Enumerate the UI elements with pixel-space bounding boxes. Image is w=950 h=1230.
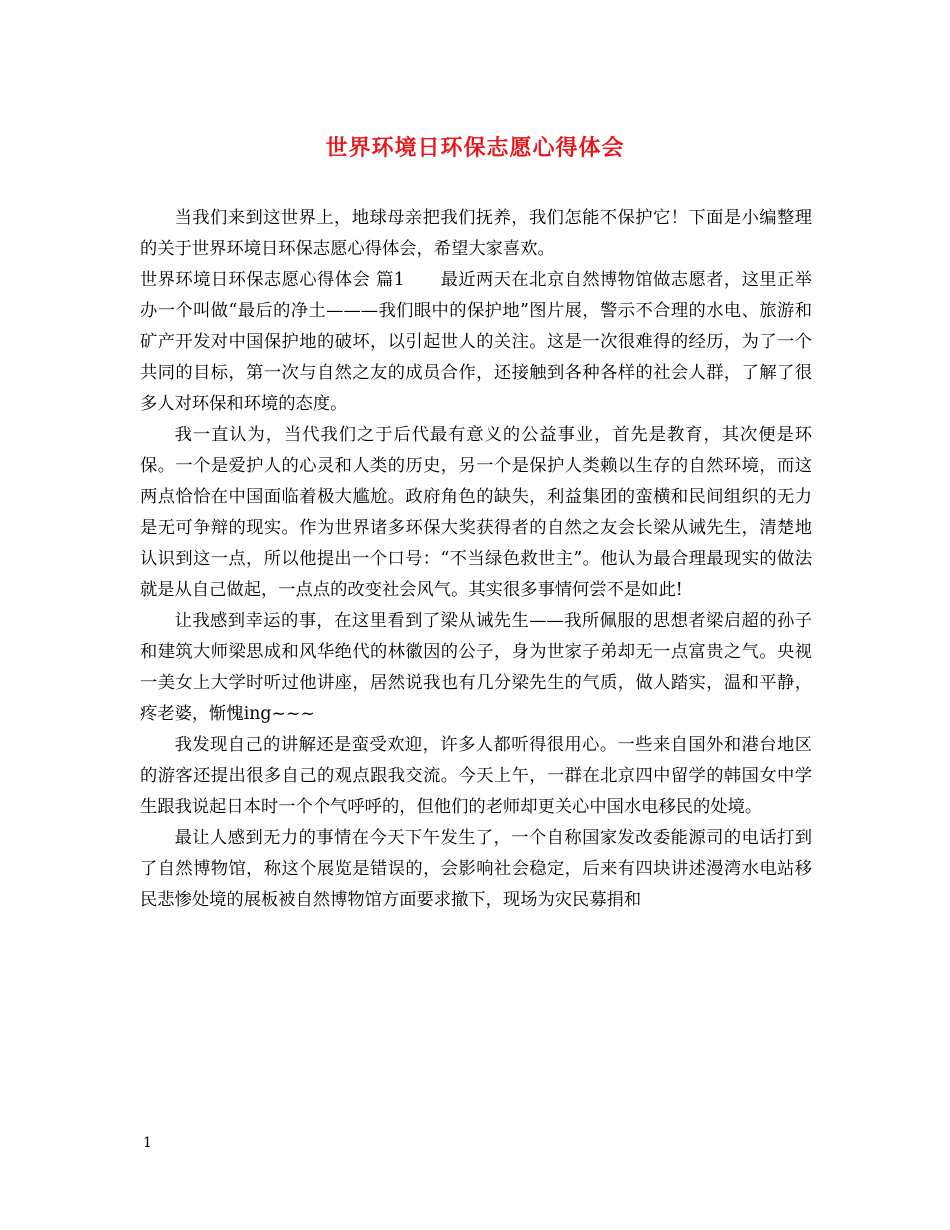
document-body <box>140 203 812 916</box>
paragraph-part-1: 世界环境日环保志愿心得体会 篇1 最近两天在北京自然博物馆做志愿者，这里正举办一个叫做“最后的净土———我们眼中的保护地”图片展，警示不合理的水电、旅游和矿产开发对中国保护地的破坏，以引起世人的关注。这是一次很难得的经历，为了一个共同的目标，第一次与自然之友的成员合作，还接触到各种各样的社会人群，了解了很多人对环保和环境的态度。 <box>140 270 812 414</box>
paragraph-intro: 当我们来到这世界上，地球母亲把我们抚养，我们怎能不保护它！下面是小编整理的关于世界环境日环保志愿心得体会，希望大家喜欢。 <box>140 208 812 259</box>
paragraph-education: 我一直认为，当代我们之于后代最有意义的公益事业，首先是教育，其次便是环保。一个是爱护人的心灵和人类的历史，另一个是保护人类赖以生存的自然环境，而这两点恰恰在中国面临着极大尴尬。政府角色的缺失，利益集团的蛮横和民间组织的无力是无可争辩的现实。作为世界诸多环保大奖获得者的自然之友会长梁从诫先生，清楚地认识到这一点，所以他提出一个口号：“不当绿色救世主”。他认为最合理最现实的做法就是从自己做起，一点点的改变社会风气。其实很多事情何尝不是如此! <box>140 425 812 600</box>
document-title: 世界环境日环保志愿心得体会 <box>325 135 625 161</box>
paragraph-afternoon: 最让人感到无力的事情在今天下午发生了，一个自称国家发改委能源司的电话打到了自然博物馆，称这个展览是错误的，会影响社会稳定，后来有四块讲述漫湾水电站移民悲惨处境的展板被自然博物馆方面要求撤下，现场为灾民募捐和 <box>140 828 812 910</box>
paragraph-liang: 让我感到幸运的事，在这里看到了梁从诫先生——我所佩服的思想者梁启超的孙子和建筑大师梁思成和风华绝代的林徽因的公子，身为世家子弟却无一点富贵之气。央视一美女上大学时听过他讲座，居然说我也有几分梁先生的气质，做人踏实，温和平静，疼老婆，惭愧ing~~~ <box>140 611 812 724</box>
page-number: 1 <box>143 1135 152 1151</box>
paragraph-visitors: 我发现自己的讲解还是蛮受欢迎，许多人都听得很用心。一些来自国外和港台地区的游客还提出很多自己的观点跟我交流。今天上午，一群在北京四中留学的韩国女中学生跟我说起日本时一个个气呼呼的，但他们的老师却更关心中国水电移民的处境。 <box>140 735 812 817</box>
